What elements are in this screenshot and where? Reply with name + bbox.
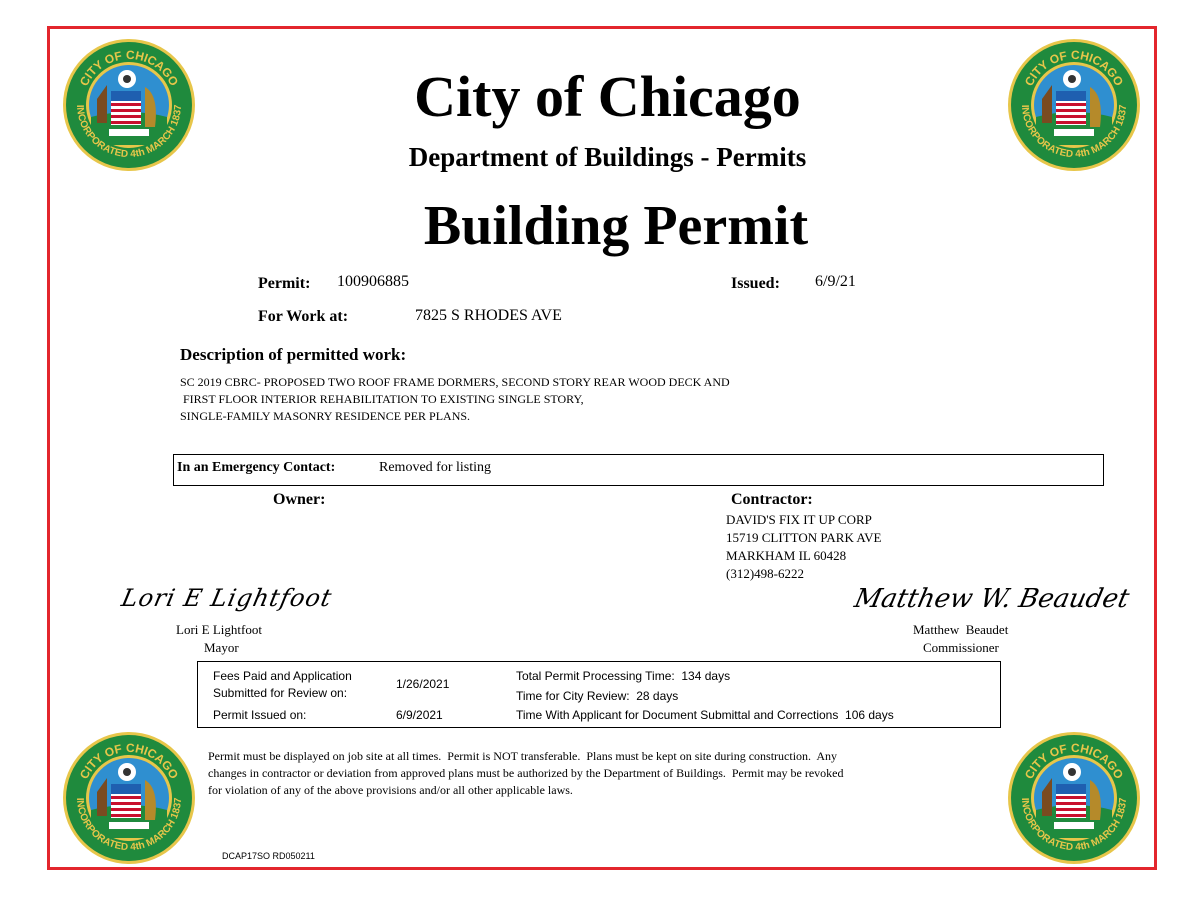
emergency-contact-box (173, 454, 1104, 486)
notice-line-1: Permit must be displayed on job site at all times. Permit is NOT transferable. Plans must be kept on site during construction. Any (208, 749, 838, 763)
total-processing-time: Total Permit Processing Time: 134 days (516, 669, 731, 683)
permit-number: 100906885 (337, 273, 409, 290)
mayor-title: Mayor (204, 640, 239, 655)
permit-issued-label: Permit Issued on: (213, 708, 307, 722)
issued-label: Issued: (731, 275, 780, 292)
commissioner-name: Matthew Beaudet (913, 622, 1009, 637)
document-title: Building Permit (423, 195, 809, 257)
city-seal-bottom-left (61, 730, 197, 866)
description-line-1: SC 2019 CBRC- PROPOSED TWO ROOF FRAME DORMERS, SECOND STORY REAR WOOD DECK AND (180, 375, 730, 389)
processing-times-box (197, 661, 1001, 728)
owner-label: Owner: (273, 491, 326, 508)
contractor-label: Contractor: (731, 491, 813, 508)
city-seal-bottom-right (1006, 730, 1142, 866)
work-address: 7825 S RHODES AVE (415, 307, 562, 324)
contractor-city: MARKHAM IL 60428 (726, 548, 847, 563)
applicant-time: Time With Applicant for Document Submittal and Corrections 106 days (516, 708, 894, 722)
description-line-2: FIRST FLOOR INTERIOR REHABILITATION TO EXISTING SINGLE STORY, (180, 392, 584, 406)
seal-bottom-text: INCORPORATED 4th MARCH 1837 (1018, 104, 1130, 161)
city-title: City of Chicago (414, 64, 801, 129)
fees-paid-date: 1/26/2021 (396, 677, 450, 691)
department-subtitle: Department of Buildings - Permits (408, 142, 807, 172)
seal-bottom-text: INCORPORATED 4th MARCH 1837 (73, 797, 185, 854)
mayor-signature: Lori E Lightfoot (119, 584, 335, 612)
commissioner-title: Commissioner (923, 640, 999, 655)
fees-paid-label-2: Submitted for Review on: (213, 686, 348, 700)
seal-top-text: CITY OF CHICAGO (1021, 740, 1127, 782)
city-review-time: Time for City Review: 28 days (516, 689, 679, 703)
permit-number-label: Permit: (258, 275, 311, 292)
notice-line-3: for violation of any of the above provisions and/or all other applicable laws. (208, 783, 573, 797)
seal-top-text: CITY OF CHICAGO (1021, 47, 1127, 89)
seal-bottom-text: INCORPORATED 4th MARCH 1837 (73, 104, 185, 161)
description-heading: Description of permitted work: (180, 345, 407, 364)
emergency-contact-label: In an Emergency Contact: (177, 460, 336, 475)
emergency-contact-value: Removed for listing (379, 460, 491, 475)
form-code: DCAP17SO RD050211 (222, 851, 315, 861)
seal-top-text: CITY OF CHICAGO (76, 47, 182, 89)
contractor-name: DAVID'S FIX IT UP CORP (726, 512, 872, 527)
mayor-name: Lori E Lightfoot (176, 622, 262, 637)
seal-top-text: CITY OF CHICAGO (76, 740, 182, 782)
permit-issued-date: 6/9/2021 (396, 708, 443, 722)
description-line-3: SINGLE-FAMILY MASONRY RESIDENCE PER PLANS. (180, 409, 471, 423)
seal-bottom-text: INCORPORATED 4th MARCH 1837 (1018, 797, 1130, 854)
contractor-street: 15719 CLITTON PARK AVE (726, 530, 882, 545)
commissioner-signature: Matthew W. Beaudet (851, 584, 1132, 614)
permit-notice (208, 748, 928, 799)
issued-date: 6/9/21 (815, 273, 856, 290)
notice-line-2: changes in contractor or deviation from approved plans must be authorized by the Department of Buildings. Permit may be revoked (208, 766, 844, 780)
work-address-label: For Work at: (258, 308, 349, 325)
fees-paid-label-1: Fees Paid and Application (213, 669, 352, 683)
contractor-phone: (312)498-6222 (726, 566, 804, 581)
